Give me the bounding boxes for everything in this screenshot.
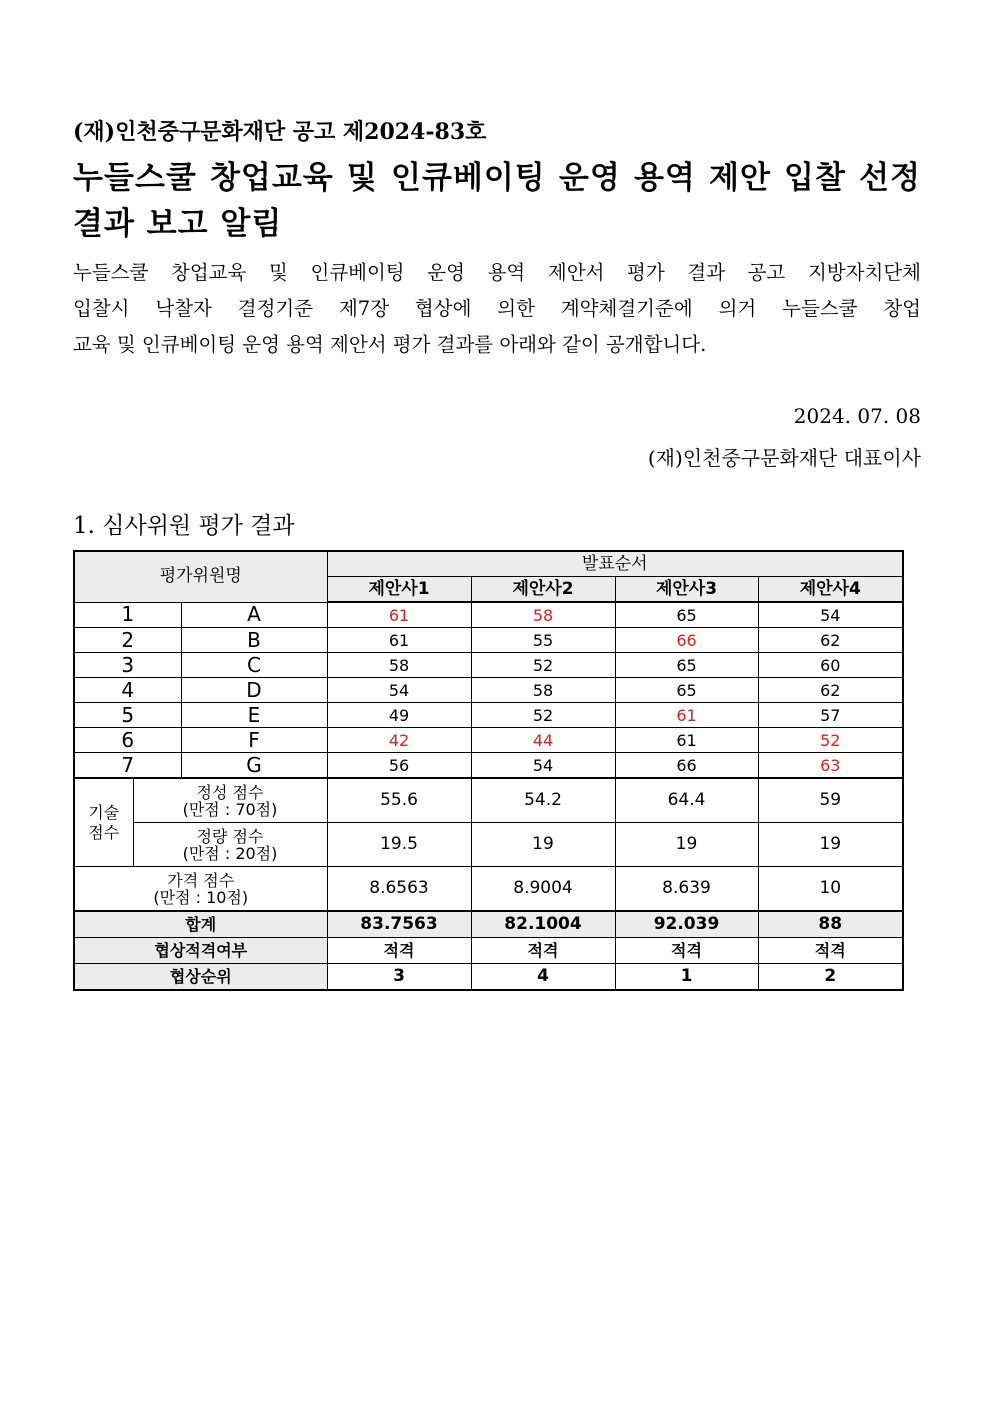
eligibility-value: 적격 xyxy=(615,938,758,964)
intro-line-3: 교육 및 인큐베이팅 운영 용역 제안서 평가 결과를 아래와 같이 공개합니다. xyxy=(73,333,707,356)
evaluator-score: 58 xyxy=(471,678,615,703)
evaluator-score: 44 xyxy=(471,728,615,753)
proposer-header: 제안사1 xyxy=(327,577,471,603)
eligibility-label: 협상적격여부 xyxy=(74,938,327,964)
evaluator-number: 6 xyxy=(74,728,181,753)
evaluator-score: 56 xyxy=(327,753,471,779)
evaluator-score: 65 xyxy=(615,602,758,628)
evaluator-number: 1 xyxy=(74,602,181,628)
evaluator-number: 5 xyxy=(74,703,181,728)
title-line-1: 누들스쿨 창업교육 및 인큐베이팅 운영 용역 제안 입찰 선정 xyxy=(73,160,921,196)
evaluator-row xyxy=(74,678,903,703)
evaluator-score: 52 xyxy=(471,653,615,678)
evaluator-score: 62 xyxy=(758,678,903,703)
proposer-header: 제안사3 xyxy=(615,577,758,603)
intro-line-1: 누들스쿨 창업교육 및 인큐베이팅 운영 용역 제안서 평가 결과 공고 지방자치단체 xyxy=(73,261,921,284)
title-line-2: 결과 보고 알림 xyxy=(73,206,283,242)
qualitative-score: 64.4 xyxy=(615,778,758,823)
evaluator-score: 65 xyxy=(615,653,758,678)
total-label: 합계 xyxy=(74,911,327,938)
tech-label-1: 기술 xyxy=(88,802,120,822)
evaluator-score: 54 xyxy=(471,753,615,779)
evaluation-table xyxy=(73,550,904,991)
evaluator-score: 61 xyxy=(327,628,471,653)
evaluator-name: G xyxy=(181,753,327,779)
evaluator-name: E xyxy=(181,703,327,728)
evaluator-score: 58 xyxy=(471,602,615,628)
evaluator-score: 42 xyxy=(327,728,471,753)
price-score: 10 xyxy=(758,867,903,912)
price-score: 8.639 xyxy=(615,867,758,912)
tech-score-label xyxy=(74,778,133,867)
qualitative-score: 59 xyxy=(758,778,903,823)
evaluator-name: D xyxy=(181,678,327,703)
qualitative-score: 55.6 xyxy=(327,778,471,823)
notice-number: (재)인천중구문화재단 공고 제2024-83호 xyxy=(73,119,487,145)
intro-paragraph xyxy=(73,255,921,363)
page-title xyxy=(73,155,921,247)
evaluator-name: C xyxy=(181,653,327,678)
evaluator-score: 60 xyxy=(758,653,903,678)
evaluator-name: A xyxy=(181,602,327,628)
quantitative-score: 19 xyxy=(758,823,903,867)
quantitative-score: 19.5 xyxy=(327,823,471,867)
tech-label-2: 점수 xyxy=(88,822,120,842)
evaluator-header: 평가위원명 xyxy=(74,551,327,602)
evaluator-score: 54 xyxy=(758,602,903,628)
price-label: 가격 점수 (만점 : 10점) xyxy=(74,867,327,912)
evaluator-score: 61 xyxy=(615,703,758,728)
quantitative-score: 19 xyxy=(615,823,758,867)
evaluator-score: 49 xyxy=(327,703,471,728)
evaluator-number: 2 xyxy=(74,628,181,653)
order-header: 발표순서 xyxy=(327,551,903,577)
qualitative-score: 54.2 xyxy=(471,778,615,823)
quantitative-label: 정량 점수 (만점 : 20점) xyxy=(133,823,327,867)
evaluator-score: 54 xyxy=(327,678,471,703)
eligibility-value: 적격 xyxy=(758,938,903,964)
rank-value: 3 xyxy=(327,964,471,991)
evaluator-row xyxy=(74,628,903,653)
evaluator-number: 4 xyxy=(74,678,181,703)
evaluator-score: 66 xyxy=(615,753,758,779)
issuer: (재)인천중구문화재단 대표이사 xyxy=(647,446,921,470)
total-score: 88 xyxy=(758,911,903,938)
evaluator-score: 62 xyxy=(758,628,903,653)
eligibility-value: 적격 xyxy=(327,938,471,964)
quantitative-score: 19 xyxy=(471,823,615,867)
total-score: 92.039 xyxy=(615,911,758,938)
evaluator-name: B xyxy=(181,628,327,653)
evaluator-score: 61 xyxy=(615,728,758,753)
evaluator-score: 55 xyxy=(471,628,615,653)
eligibility-value: 적격 xyxy=(471,938,615,964)
evaluator-score: 57 xyxy=(758,703,903,728)
evaluator-row xyxy=(74,703,903,728)
rank-value: 1 xyxy=(615,964,758,991)
evaluator-score: 61 xyxy=(327,602,471,628)
notice-date: 2024. 07. 08 xyxy=(793,404,921,428)
evaluator-name: F xyxy=(181,728,327,753)
evaluator-row xyxy=(74,753,903,779)
evaluator-number: 7 xyxy=(74,753,181,779)
evaluator-score: 66 xyxy=(615,628,758,653)
total-score: 82.1004 xyxy=(471,911,615,938)
evaluator-row xyxy=(74,728,903,753)
proposer-header: 제안사2 xyxy=(471,577,615,603)
evaluator-row xyxy=(74,602,903,628)
evaluator-score: 52 xyxy=(471,703,615,728)
rank-value: 2 xyxy=(758,964,903,991)
total-score: 83.7563 xyxy=(327,911,471,938)
evaluator-score: 65 xyxy=(615,678,758,703)
evaluator-number: 3 xyxy=(74,653,181,678)
evaluator-row xyxy=(74,653,903,678)
price-score: 8.6563 xyxy=(327,867,471,912)
qualitative-label: 정성 점수 (만점 : 70점) xyxy=(133,778,327,823)
section-title: 1. 심사위원 평가 결과 xyxy=(73,513,295,539)
evaluator-score: 58 xyxy=(327,653,471,678)
price-score: 8.9004 xyxy=(471,867,615,912)
rank-value: 4 xyxy=(471,964,615,991)
proposer-header: 제안사4 xyxy=(758,577,903,603)
evaluator-score: 63 xyxy=(758,753,903,779)
intro-line-2: 입찰시 낙찰자 결정기준 제7장 협상에 의한 계약체결기준에 의거 누들스쿨 창업 xyxy=(73,297,921,320)
evaluator-score: 52 xyxy=(758,728,903,753)
rank-label: 협상순위 xyxy=(74,964,327,991)
